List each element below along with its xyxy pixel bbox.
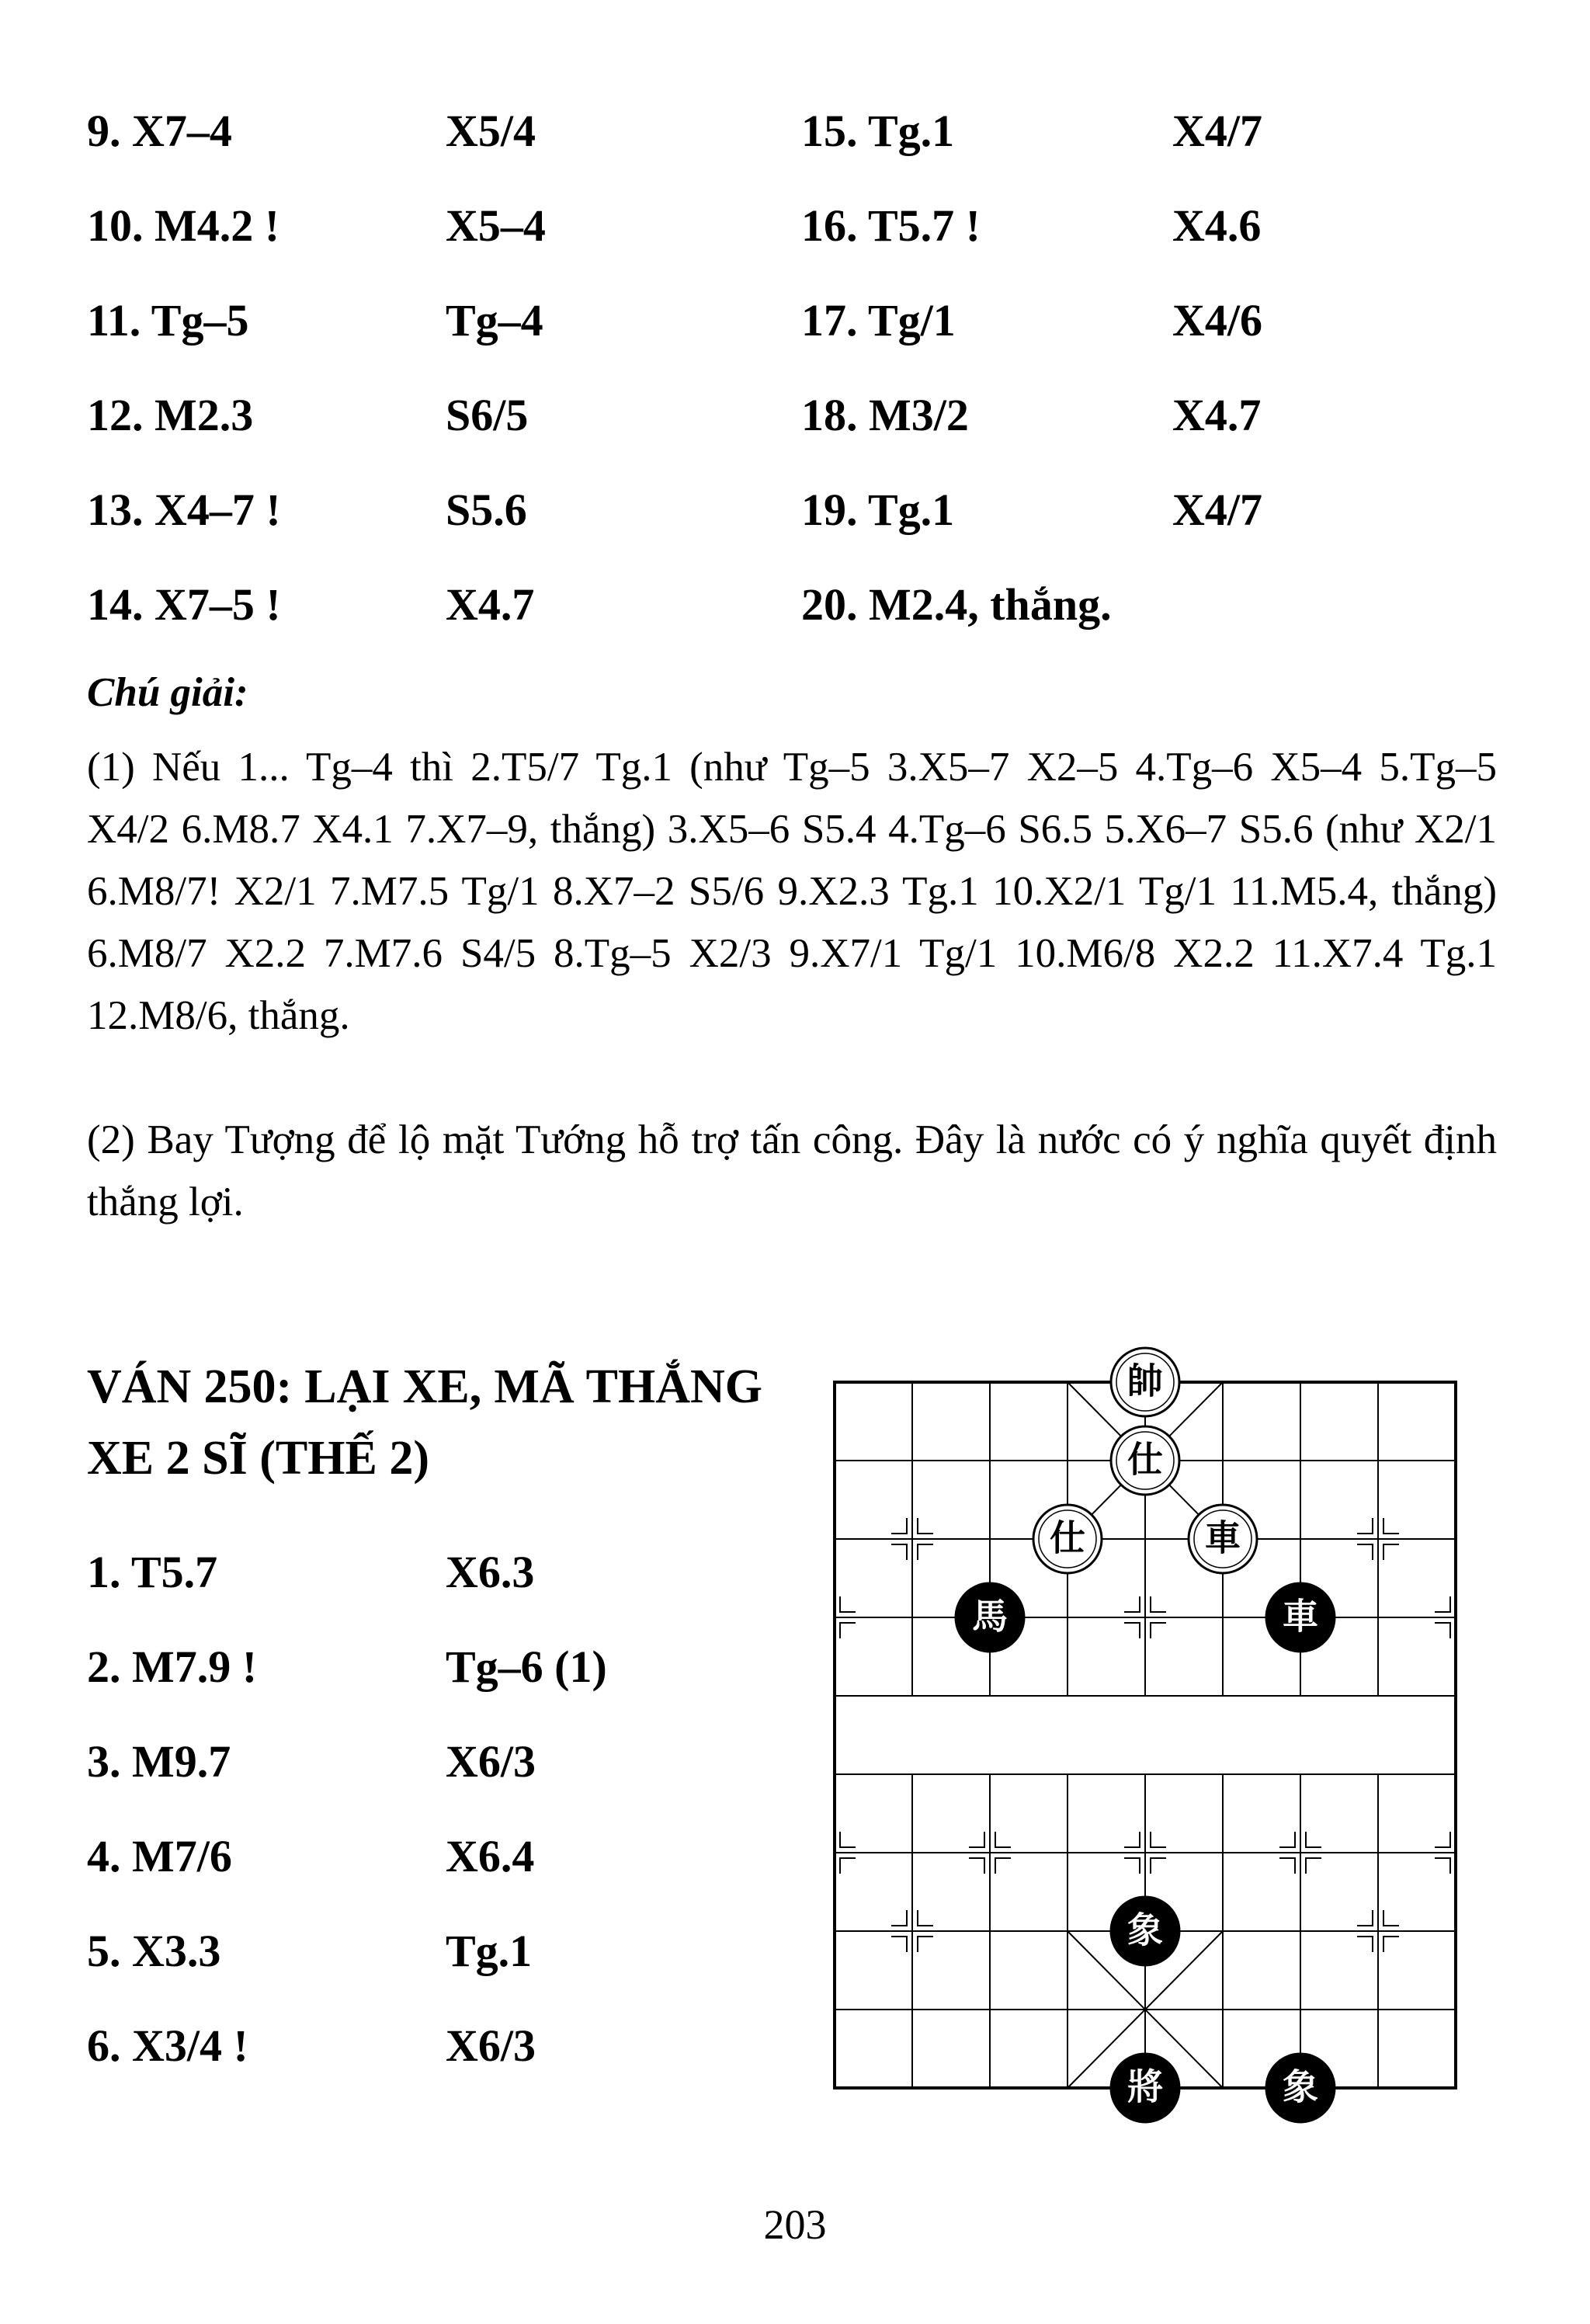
reply-text: Tg–6 (1)	[446, 1641, 607, 1692]
piece-label: 仕	[1050, 1516, 1085, 1559]
reply-text: X5–4	[446, 200, 546, 251]
position-marker	[1124, 1596, 1140, 1612]
position-marker	[1151, 1858, 1166, 1874]
game-title: VÁN 250: LẠI XE, MÃ THẮNG XE 2 SĨ (THẾ 2)	[87, 1360, 762, 1485]
xiangqi-board-diagram	[823, 1339, 1491, 2170]
position-marker	[918, 1544, 933, 1560]
move-text: 18. M3/2	[801, 390, 969, 440]
position-marker	[995, 1858, 1011, 1874]
black-elephant-piece	[1266, 2054, 1335, 2122]
position-marker	[891, 1937, 907, 1952]
position-marker	[1124, 1858, 1140, 1874]
move-text: 1. T5.7	[87, 1547, 218, 1597]
position-marker	[1383, 1937, 1399, 1952]
position-marker	[891, 1910, 907, 1926]
black-chariot-piece	[1266, 1583, 1335, 1652]
reply-text: X4.6	[1172, 200, 1262, 251]
move-text: 10. M4.2 !	[87, 200, 280, 251]
piece-label: 象	[1127, 1909, 1163, 1951]
position-marker	[1383, 1910, 1399, 1926]
position-marker	[969, 1832, 984, 1847]
position-marker	[1151, 1596, 1166, 1612]
position-marker	[995, 1832, 1011, 1847]
reply-text: X4.7	[446, 579, 535, 630]
position-marker	[1306, 1858, 1321, 1874]
move-text: 16. T5.7 !	[801, 200, 981, 251]
page-number: 203	[763, 2201, 827, 2248]
position-marker	[1383, 1544, 1399, 1560]
position-marker	[918, 1937, 933, 1952]
move-text: 14. X7–5 !	[87, 579, 281, 630]
piece-label: 將	[1127, 2065, 1163, 2108]
piece-label: 仕	[1127, 1438, 1163, 1481]
position-marker	[891, 1544, 907, 1560]
move-text: 3. M9.7	[87, 1736, 231, 1787]
position-marker	[1435, 1596, 1450, 1612]
move-text: 20. M2.4, thắng.	[801, 579, 1112, 630]
reply-text: X6/3	[446, 1736, 536, 1787]
position-marker	[1383, 1518, 1399, 1534]
move-text: 4. M7/6	[87, 1831, 232, 1881]
position-marker	[1435, 1832, 1450, 1847]
position-marker	[1306, 1832, 1321, 1847]
move-text: 13. X4–7 !	[87, 485, 281, 535]
piece-label: 帥	[1127, 1360, 1163, 1402]
position-marker	[1435, 1858, 1450, 1874]
reply-text: X6.3	[446, 1547, 535, 1597]
position-marker	[1124, 1623, 1140, 1638]
note-paragraph: (2) Bay Tượng để lộ mặt Tướng hỗ trợ tấn công. Đây là nước có ý nghĩa quyết định thắng lợi.	[87, 1117, 1497, 1225]
position-marker	[1151, 1832, 1166, 1847]
move-text: 2. M7.9 !	[87, 1641, 258, 1692]
red-advisor-piece	[1111, 1426, 1179, 1495]
piece-label: 馬	[972, 1595, 1008, 1638]
position-marker	[1357, 1518, 1373, 1534]
piece-label: 象	[1283, 2065, 1318, 2108]
position-marker	[1124, 1832, 1140, 1847]
move-text: 5. X3.3	[87, 1926, 221, 1976]
reply-text: X6.4	[446, 1831, 535, 1881]
position-marker	[1357, 1544, 1373, 1560]
reply-text: X4/7	[1172, 485, 1262, 535]
reply-text: Tg–4	[446, 295, 543, 346]
move-text: 15. Tg.1	[801, 106, 955, 156]
piece-label: 車	[1205, 1516, 1241, 1559]
reply-text: X4.7	[1172, 390, 1262, 440]
move-text: 12. M2.3	[87, 390, 254, 440]
reply-text: S5.6	[446, 485, 527, 535]
position-marker	[840, 1623, 856, 1638]
notes-title: Chú giải:	[87, 670, 248, 715]
red-general-piece	[1111, 1348, 1179, 1416]
red-advisor-piece	[1033, 1505, 1102, 1573]
reply-text: Tg.1	[446, 1926, 533, 1976]
move-text: 19. Tg.1	[801, 485, 955, 535]
position-marker	[840, 1858, 856, 1874]
reply-text: S6/5	[446, 390, 529, 440]
position-marker	[1151, 1623, 1166, 1638]
position-marker	[969, 1858, 984, 1874]
position-marker	[840, 1596, 856, 1612]
position-marker	[1435, 1623, 1450, 1638]
move-text: 6. X3/4 !	[87, 2020, 248, 2071]
position-marker	[840, 1832, 856, 1847]
red-chariot-piece	[1189, 1505, 1257, 1573]
position-marker	[1279, 1858, 1295, 1874]
position-marker	[1357, 1937, 1373, 1952]
piece-label: 車	[1283, 1595, 1318, 1638]
move-text: 9. X7–4	[87, 106, 232, 156]
reply-text: X4/7	[1172, 106, 1262, 156]
position-marker	[1357, 1910, 1373, 1926]
black-general-piece	[1111, 2054, 1179, 2122]
position-marker	[891, 1518, 907, 1534]
note-paragraph: (1) Nếu 1... Tg–4 thì 2.T5/7 Tg.1 (như Tg–5 3.X5–7 X2–5 4.Tg–6 X5–4 5.Tg–5 X4/2 6.M8.7 X4.1 7.X7–9, thắng) 3.X5–6 S5.4 4.Tg–6 S6.5 5.X6–7 S5.6 (như X2/1 6.M8/7! X2/1 7.M7.5 Tg/1 8.X7–2 S5/6 9.X2.3 Tg.1 10.X2/1 Tg/1 11.M5.4, thắng) 6.M8/7 X2.2 7.M7.6 S4/5 8.Tg–5 X2/3 9.X7/1 Tg/1 10.M6/8 X2.2 11.X7.4 Tg.1 12.M8/6, thắng.	[87, 745, 1497, 1038]
reply-text: X4/6	[1172, 295, 1262, 346]
reply-text: X5/4	[446, 106, 536, 156]
black-horse-piece	[956, 1583, 1024, 1652]
move-text: 17. Tg/1	[801, 295, 956, 346]
black-elephant-piece	[1111, 1897, 1179, 1965]
reply-text: X6/3	[446, 2020, 536, 2071]
position-marker	[918, 1518, 933, 1534]
move-text: 11. Tg–5	[87, 295, 249, 346]
position-marker	[918, 1910, 933, 1926]
position-marker	[1279, 1832, 1295, 1847]
